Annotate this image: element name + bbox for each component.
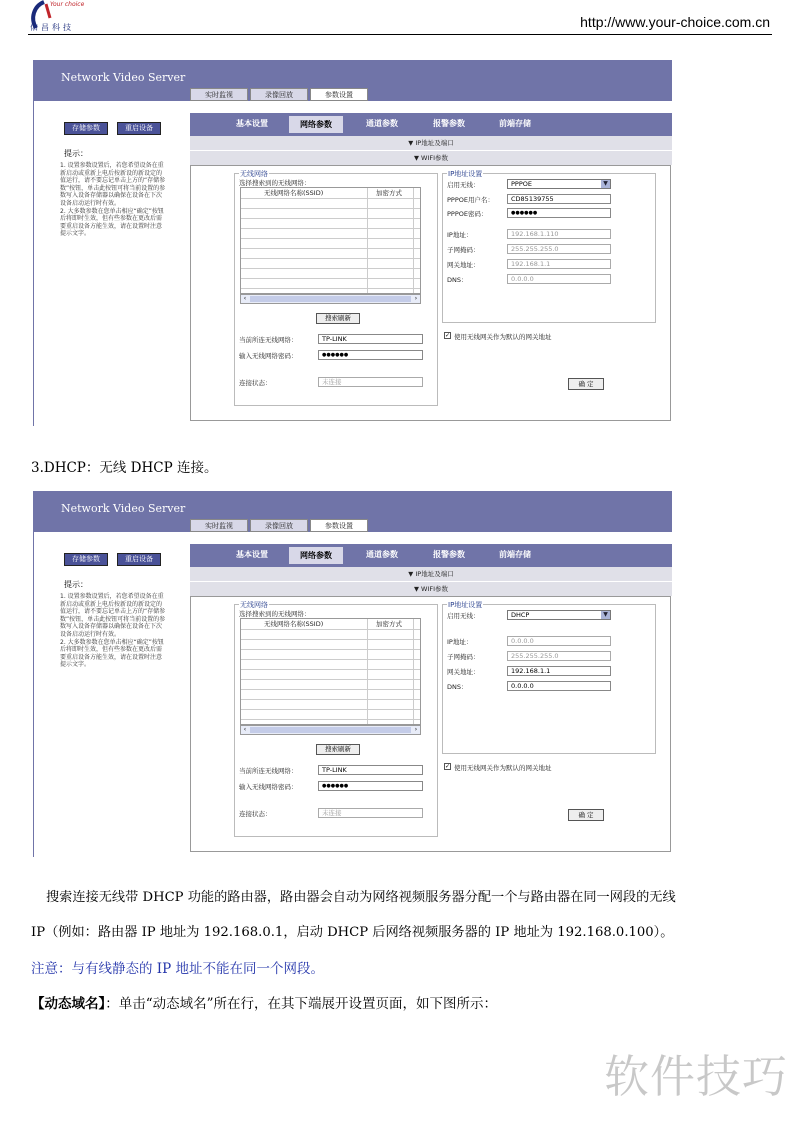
table-row-line [241,629,420,630]
col-encryption-header: 加密方式 [376,620,402,628]
subnav-tab-2[interactable]: 网络参数 [289,547,343,564]
ip-settings-fieldset [442,601,656,754]
tip-item: 1. 设置参数设置后，若您希望设备在重新启动或重新上电后按新设的新设定的值运行，请不要忘记单击上方的“存储参数”按钮，单击此按钮可将当前设置的参数写入设备存储器以确保在设备在下次设备启动运行时有效。 [60,593,166,638]
table-row-line [241,288,420,289]
body-paragraph-line2: IP（例如：路由器 IP 地址为 192.168.0.1，启动 DHCP 后网络视频服务器的 IP 地址为 192.168.0.100）。 [31,925,674,940]
subnav-tab-1[interactable]: 基本设置 [236,549,268,559]
settings-subnav [190,544,672,567]
ip-field-label: 网关地址： [447,261,480,269]
ip-field-label: 子网掩码： [447,653,480,661]
ip-field-input: 0.0.0.0 [507,274,611,284]
chevron-down-icon[interactable]: ▼ [601,180,610,188]
table-row-line [241,649,420,650]
save-params-button[interactable]: 存储参数 [64,553,108,566]
table-row-line [241,228,420,229]
ip-field-label: IP地址： [447,638,473,646]
section-wifi[interactable]: ▼ WIFI参数 [190,582,672,597]
wifi-password-input[interactable]: ●●●●●● [318,781,423,791]
ip-settings-legend: IP地址设置 [448,170,483,178]
body-paragraph-line1: 搜索连接无线带 DHCP 功能的路由器，路由器会自动为网络视频服务器分配一个与路由器在同一网段的无线 [46,890,676,905]
ip-field-label: 网关地址： [447,668,480,676]
left-border [33,532,34,857]
ddns-paragraph [31,992,497,1012]
watermark: 软件技巧 [603,1050,788,1103]
wifi-content-panel [190,165,671,421]
wifi-content-panel [190,596,671,852]
gateway-checkbox[interactable]: ✓ [445,332,451,339]
wireless-fieldset [234,170,438,406]
tip-item: 1. 设置参数设置后，若您希望设备在重新启动或重新上电后按新设的新设定的值运行，请不要忘记单击上方的“存储参数”按钮，单击此按钮可将当前设置的参数写入设备存储器以确保在设备在下次设备启动运行时有效。 [60,162,166,207]
table-row-line [241,198,420,199]
wireless-mode-select[interactable] [507,179,611,189]
col-ssid-header: 无线网络名称(SSID) [264,189,324,197]
ip-field-input[interactable]: 192.168.1.1 [507,666,611,676]
ip-field-label: PPPOE用户名： [447,196,494,204]
wireless-mode-value: DHCP [511,611,530,619]
ip-field-label: IP地址： [447,231,473,239]
section-wifi[interactable]: ▼ WIFI参数 [190,151,672,166]
ip-field-label: 子网掩码： [447,246,480,254]
ok-button[interactable]: 确 定 [568,809,604,821]
ip-field-input: 255.255.255.0 [507,244,611,254]
subnav-tab-1[interactable]: 基本设置 [236,118,268,128]
wireless-mode-label: 启用无线： [447,612,480,620]
settings-subnav [190,113,672,136]
table-row-line [241,689,420,690]
table-row-line [241,278,420,279]
subnav-tab-4[interactable]: 报警参数 [433,118,465,128]
current-network-label: 当前所连无线网络： [239,767,298,775]
connection-status-label: 连接状态： [239,810,272,818]
table-row-line [241,679,420,680]
top-tab-2[interactable]: 录像回放 [250,519,308,532]
wifi-password-label: 输入无线网络密码： [239,783,298,791]
top-tab-3[interactable]: 参数设置 [310,519,368,532]
ip-field-label: DNS： [447,683,468,691]
tip-item: 2. 大多数参数在您单击相应“确定”按钮后将即时生效，但有些参数在更改后需要重启设备方能生效，请在设置时注意提示文字。 [60,207,164,238]
ip-field-input[interactable]: 0.0.0.0 [507,681,611,691]
table-col-line [367,619,368,724]
current-network-input[interactable]: TP-LINK [318,765,423,775]
save-params-button[interactable]: 存储参数 [64,122,108,135]
table-row-line [241,218,420,219]
table-row-line [241,669,420,670]
section-ip-port[interactable]: ▼ IP地址及端口 [190,567,672,582]
gateway-checkbox[interactable]: ✓ [445,763,451,770]
ip-field-input: 0.0.0.0 [507,636,611,646]
wireless-network-table [240,187,421,294]
restart-device-button[interactable]: 重启设备 [117,122,161,135]
subnav-tab-2[interactable]: 网络参数 [289,116,343,133]
site-url[interactable]: http://www.your-choice.com.cn [580,14,770,30]
table-row-line [241,238,420,239]
wireless-mode-select[interactable] [507,610,611,620]
ip-settings-fieldset [442,170,656,323]
ip-field-input[interactable]: ●●●●●● [507,208,611,218]
connection-status-input: 未连接 [318,808,423,818]
table-col-line [413,619,414,724]
table-row-line [241,639,420,640]
ok-button[interactable]: 确 定 [568,378,604,390]
wireless-select-label: 选择搜索到的无线网络： [239,179,311,187]
subnav-tab-3[interactable]: 通道参数 [366,549,398,559]
subnav-tab-4[interactable]: 报警参数 [433,549,465,559]
note-text: 注意：与有线静态的 IP 地址不能在同一个网段。 [31,961,324,977]
tips-title: 提示： [64,580,88,589]
nvs-screenshot-dhcp [33,491,672,857]
ip-field-label: DNS： [447,276,468,284]
tip-item: 2. 大多数参数在您单击相应“确定”按钮后将即时生效，但有些参数在更改后需要重启设备方能生效，请在设置时注意提示文字。 [60,638,164,669]
subnav-tab-3[interactable]: 通道参数 [366,118,398,128]
ddns-bold-label: 【动态域名】 [31,996,106,1012]
header-rule [28,34,772,35]
ip-field-input[interactable]: CD85139755 [507,194,611,204]
top-tab-1[interactable]: 实时监视 [190,519,248,532]
left-border [33,101,34,426]
ip-settings-legend: IP地址设置 [448,601,483,609]
restart-device-button[interactable]: 重启设备 [117,553,161,566]
ip-field-label: PPPOE密码： [447,210,488,218]
table-row-line [241,208,420,209]
wifi-password-input[interactable]: ●●●●●● [318,350,423,360]
col-ssid-header: 无线网络名称(SSID) [264,620,324,628]
wireless-fieldset [234,601,438,837]
table-hscrollbar[interactable] [240,294,421,304]
chevron-down-icon[interactable]: ▼ [601,611,610,619]
table-col-line [367,188,368,293]
table-row-line [241,699,420,700]
connection-status-input: 未连接 [318,377,423,387]
subnav-tab-5[interactable]: 前端存储 [499,118,531,128]
tips-title: 提示： [64,149,88,158]
section-ip-port[interactable]: ▼ IP地址及端口 [190,136,672,151]
table-row-line [241,248,420,249]
table-row-line [241,258,420,259]
svg-text:Your choice: Your choice [50,1,85,8]
search-refresh-button[interactable]: 搜索刷新 [316,313,360,324]
table-col-line [413,188,414,293]
wireless-mode-value: PPPOE [511,180,532,188]
col-encryption-header: 加密方式 [376,189,402,197]
scroll-thumb[interactable] [250,727,411,733]
scroll-thumb[interactable] [250,296,411,302]
current-network-label: 当前所连无线网络： [239,336,298,344]
tips-text [60,593,166,669]
gateway-checkbox-label: 使用无线网关作为默认的网关地址 [454,764,552,772]
top-tab-2[interactable]: 录像回放 [250,88,308,101]
wireless-mode-label: 启用无线： [447,181,480,189]
scroll-right-icon[interactable]: › [414,295,418,302]
table-row-line [241,659,420,660]
app-title: Network Video Server [61,502,186,515]
table-row-line [241,719,420,720]
scroll-left-icon[interactable]: ‹ [243,726,247,733]
top-tab-1[interactable]: 实时监视 [190,88,248,101]
table-row-line [241,709,420,710]
connection-status-label: 连接状态： [239,379,272,387]
ip-field-input: 192.168.1.1 [507,259,611,269]
app-title: Network Video Server [61,71,186,84]
top-tab-3[interactable]: 参数设置 [310,88,368,101]
table-row-line [241,268,420,269]
subnav-tab-5[interactable]: 前端存储 [499,549,531,559]
ip-field-input: 255.255.255.0 [507,651,611,661]
dhcp-heading: 3.DHCP：无线 DHCP 连接。 [31,460,218,476]
wireless-legend: 无线网络 [240,601,268,609]
scroll-right-icon[interactable]: › [414,726,418,733]
gateway-checkbox-label: 使用无线网关作为默认的网关地址 [454,333,552,341]
ip-field-input: 192.168.1.110 [507,229,611,239]
table-hscrollbar[interactable] [240,725,421,735]
wireless-network-table [240,618,421,725]
ddns-text: ：单击“动态域名”所在行，在其下端展开设置页面，如下图所示： [105,996,498,1012]
tips-text [60,162,166,238]
scroll-left-icon[interactable]: ‹ [243,295,247,302]
nvs-screenshot-pppoe [33,60,672,426]
current-network-input[interactable]: TP-LINK [318,334,423,344]
wireless-legend: 无线网络 [240,170,268,178]
wireless-select-label: 选择搜索到的无线网络： [239,610,311,618]
search-refresh-button[interactable]: 搜索刷新 [316,744,360,755]
logo-company-name: 佑昌科技 [30,23,74,32]
wifi-password-label: 输入无线网络密码： [239,352,298,360]
